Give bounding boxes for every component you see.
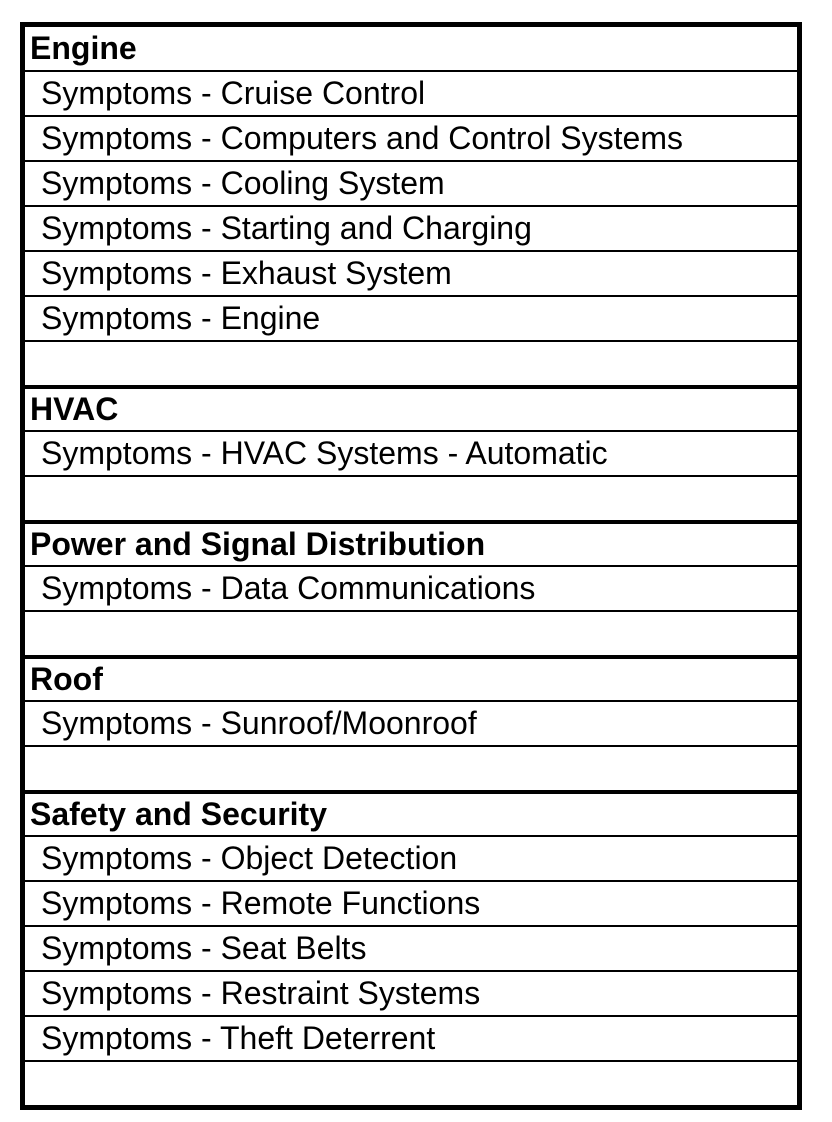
- symptom-link[interactable]: Symptoms - Seat Belts: [25, 925, 797, 970]
- symptom-link[interactable]: Symptoms - Computers and Control Systems: [25, 115, 797, 160]
- blank-row: [25, 610, 797, 655]
- category-heading: HVAC: [25, 385, 797, 430]
- category-heading: Safety and Security: [25, 790, 797, 835]
- symptom-link[interactable]: Symptoms - Remote Functions: [25, 880, 797, 925]
- symptom-link[interactable]: Symptoms - Exhaust System: [25, 250, 797, 295]
- blank-row: [25, 340, 797, 385]
- category-heading: Roof: [25, 655, 797, 700]
- symptom-link[interactable]: Symptoms - Restraint Systems: [25, 970, 797, 1015]
- symptom-link[interactable]: Symptoms - Cooling System: [25, 160, 797, 205]
- category-heading: Power and Signal Distribution: [25, 520, 797, 565]
- blank-row: [25, 475, 797, 520]
- category-heading: Engine: [30, 30, 137, 66]
- symptom-link[interactable]: Symptoms - HVAC Systems - Automatic: [25, 430, 797, 475]
- symptom-link[interactable]: Symptoms - Data Communications: [25, 565, 797, 610]
- symptom-link[interactable]: Symptoms - Sunroof/Moonroof: [25, 700, 797, 745]
- symptoms-table: [20, 22, 802, 1110]
- symptom-link[interactable]: Symptoms - Engine: [25, 295, 797, 340]
- blank-row: [25, 745, 797, 790]
- symptom-link[interactable]: Symptoms - Object Detection: [25, 835, 797, 880]
- symptom-link[interactable]: Symptoms - Theft Deterrent: [25, 1015, 797, 1060]
- symptom-link[interactable]: Symptoms - Cruise Control: [25, 70, 797, 115]
- symptom-link[interactable]: Symptoms - Starting and Charging: [25, 205, 797, 250]
- blank-row: [25, 1060, 797, 1105]
